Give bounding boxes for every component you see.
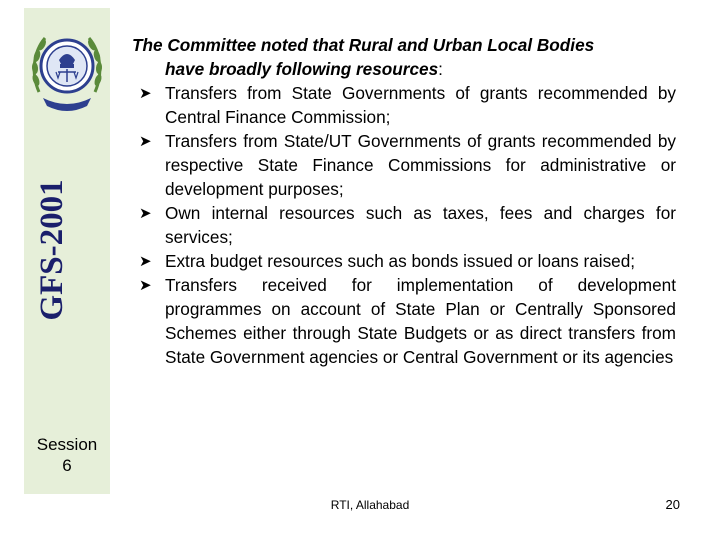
list-item-text: Extra budget resources such as bonds issued or loans raised; xyxy=(165,251,636,271)
resource-list xyxy=(132,81,676,369)
intro-line-2 xyxy=(132,57,676,81)
intro-line-1: The Committee noted that Rural and Urban Local Bodies xyxy=(132,35,595,55)
intro-line-2-tail: : xyxy=(438,59,443,79)
intro-heading xyxy=(132,33,676,81)
list-item xyxy=(132,249,676,273)
list-item-text: Own internal resources such as taxes, fees and charges for services; xyxy=(165,203,676,247)
arrow-bullet-icon: ➤ xyxy=(139,252,152,270)
session-label xyxy=(24,434,110,476)
slide-content xyxy=(132,33,676,369)
list-item-text: Transfers received for implementation of development programmes on account of State Plan or Centrally Sponsored Schemes either through State Budgets or as direct transfers from State Government agencies or Central Government or its agencies xyxy=(165,275,676,367)
list-item xyxy=(132,273,676,369)
list-item xyxy=(132,201,676,249)
arrow-bullet-icon: ➤ xyxy=(139,132,152,150)
session-text: Session xyxy=(36,435,98,454)
arrow-bullet-icon: ➤ xyxy=(139,84,152,102)
list-item-text: Transfers from State/UT Governments of grants recommended by respective State Finance Commissions for administrative or development purposes; xyxy=(165,131,676,199)
list-item-text: Transfers from State Governments of grants recommended by Central Finance Commission; xyxy=(165,83,676,127)
list-item xyxy=(132,81,676,129)
page-number: 20 xyxy=(665,497,680,512)
footer-institution: RTI, Allahabad xyxy=(330,498,410,512)
intro-line-2-bold: have broadly following resources xyxy=(165,59,439,79)
arrow-bullet-icon: ➤ xyxy=(139,276,152,294)
government-emblem-icon xyxy=(25,14,109,124)
session-number: 6 xyxy=(62,456,72,475)
list-item xyxy=(132,129,676,201)
arrow-bullet-icon: ➤ xyxy=(139,204,152,222)
vertical-title: GFS-2001 xyxy=(34,179,70,321)
